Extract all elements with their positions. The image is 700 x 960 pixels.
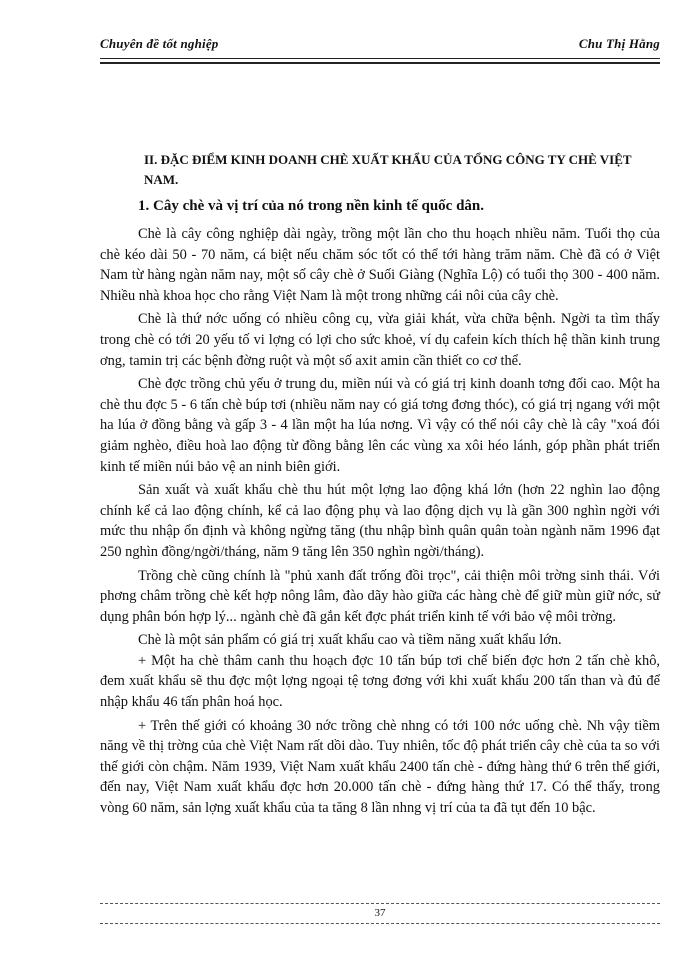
paragraph: Chè là thứ nớc uống có nhiều công cụ, vừa giải khát, vừa chữa bệnh. Ngời ta tìm thấy trong chè có tới 20 yếu tố vi lợng có lợi cho sức khoẻ, ví dụ cafein kích thích hệ thần kinh trung ơng, tamin trị các bệnh đờng ruột và một số axit amin cần thiết co cơ thể. <box>100 311 660 369</box>
footer-rule-bottom <box>100 923 660 924</box>
header-document-type: Chuyên đề tốt nghiệp <box>100 36 219 51</box>
footer-rule <box>100 903 660 904</box>
header-rule <box>100 58 660 59</box>
page-number: 37 <box>374 907 386 919</box>
subsection-heading: 1. Cây chè và vị trí của nó trong nền kinh tế quốc dân. <box>138 198 485 214</box>
paragraph: Chè là cây công nghiệp dài ngày, trồng một lần cho thu hoạch nhiều năm. Tuổi thọ của chè kéo dài 50 - 70 năm, cá biệt nếu chăm sóc tốt có thể tới hàng trăm năm. Chè đã có ở Việt Nam từ hàng ngàn năm nay, một số cây chè ở Suối Giàng (Nghĩa Lộ) có tuổi thọ 300 - 400 năm. Nhiều nhà khoa học cho rằng Việt Nam là một trong những cái nôi của cây chè. <box>100 226 660 304</box>
paragraph: Trồng chè cũng chính là "phủ xanh đất trống đồi trọc", cải thiện môi trờng sinh thái. Với phơng châm trồng chè kết hợp nông lâm, đào dãy hào giữa các hàng chè để giữ mùn giữ nớc, sử dụng phân bón hợp lý... ngành chè đã gắn kết đợc phát triển kinh tế với bảo vệ môi trờng. <box>100 567 660 625</box>
page-header <box>100 36 660 58</box>
header-rule-thick <box>100 62 660 64</box>
paragraph: Sản xuất và xuất khẩu chè thu hút một lợng lao động khá lớn (hơn 22 nghìn lao động chính kể cả lao động chính, kể cả lao động phụ và lao động dịch vụ là gần 300 nghìn ngời với mức thu nhập ổn định và không ngừng tăng (thu nhập bình quân quân toàn ngành năm 1996 đạt 250 nghìn đồng/ngời/tháng, năm 9 tăng lên 350 nghìn ngời/tháng). <box>100 482 660 560</box>
paragraph: Chè đợc trồng chủ yếu ở trung du, miền núi và có giá trị kinh doanh tơng đối cao. Một ha chè thu đợc 5 - 6 tấn chè búp tơi (nhiều năm nay có giá tơng đơng thóc), có giá trị ngang với một ha lúa ở đồng bằng và gấp 3 - 4 lần một ha lúa nơng. Vì vậy có thể nói cây chè là cây "xoá đói giảm nghèo, điều hoà lao động từ đồng bằng lên các vùng xa xôi héo lánh, góp phần phát triển kinh tế miền núi bảo vệ an ninh biên giới. <box>100 376 660 475</box>
paragraph: Chè là một sản phẩm có giá trị xuất khẩu cao và tiềm năng xuất khẩu lớn. <box>138 632 562 649</box>
paragraph: + Trên thế giới có khoảng 30 nớc trồng chè nhng có tới 100 nớc uống chè. Nh vậy tiềm năng về thị trờng của chè Việt Nam rất dồi dào. Tuy nhiên, tốc độ phát triển cây chè của ta so với thế giới còn chậm. Năm 1939, Việt Nam xuất khẩu 2400 tấn chè - đứng hàng thứ 6 trên thế giới, đến nay, Việt Nam xuất khẩu đợc hơn 20.000 tấn chè - đứng hàng thứ 17. Có thể thấy, trong vòng 60 năm, sản lợng xuất khẩu của ta tăng 8 lần nhng vị trí của ta đã tụt đến 10 bậc. <box>100 717 660 817</box>
section-heading: II. ĐẶC ĐIỂM KINH DOANH CHÈ XUẤT KHẨU CỦA TỔNG CÔNG TY CHÈ VIỆT NAM. <box>144 152 632 187</box>
page-body <box>100 150 660 822</box>
header-author: Chu Thị Hằng <box>578 36 660 51</box>
paragraph: + Một ha chè thâm canh thu hoạch đợc 10 tấn búp tơi chế biến đợc hơn 2 tấn chè khô, đem xuất khẩu sẽ thu đợc một lợng ngoại tệ tơng đơng với khi xuất khẩu 200 tấn than và đủ để nhập khẩu 46 tấn phân hoá học. <box>100 652 660 711</box>
